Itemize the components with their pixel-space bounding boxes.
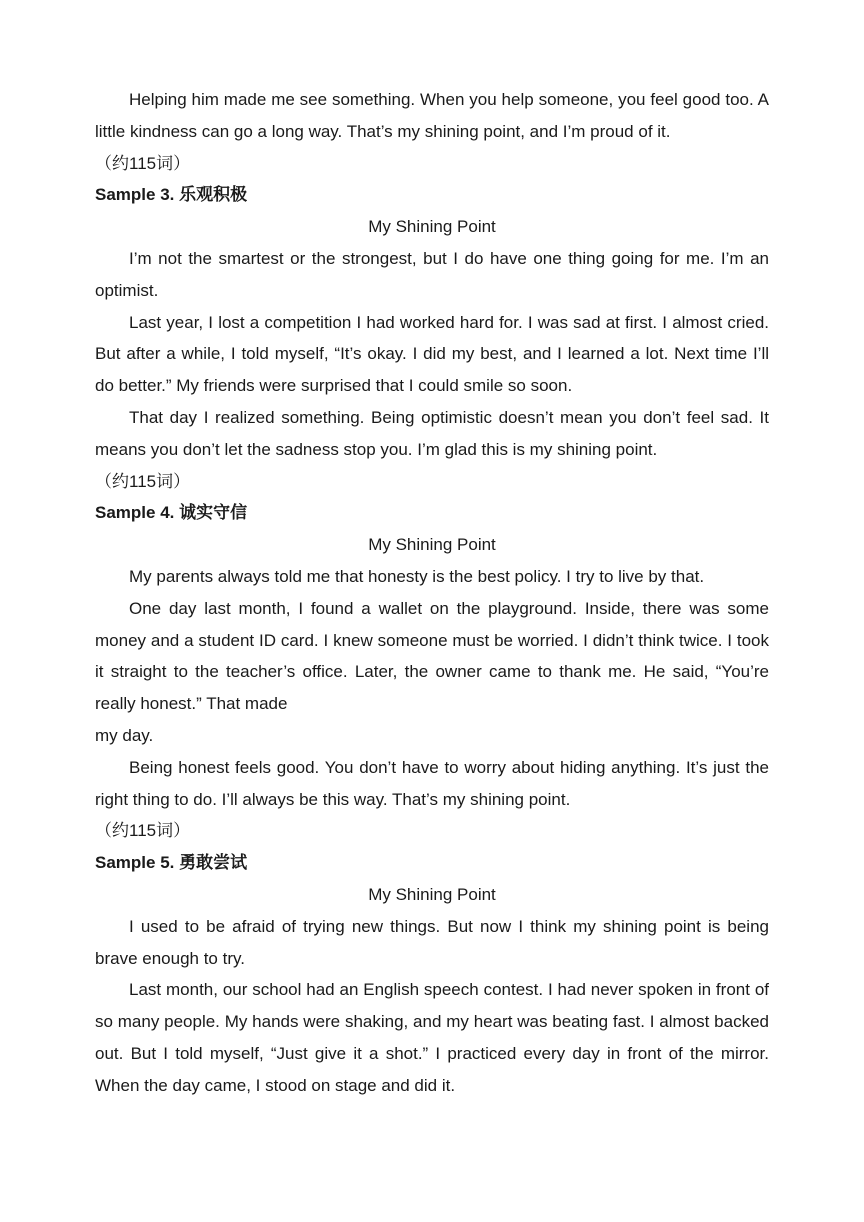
essay-title: My Shining Point	[368, 884, 496, 904]
document-page	[95, 84, 769, 1102]
paragraph: I’m not the smartest or the strongest, but I do have one thing going for me. I’m an optimist.	[95, 248, 769, 300]
sample-heading: Sample 4. 诚实守信	[95, 503, 248, 523]
paragraph-continuation: my day.	[95, 725, 154, 745]
word-count: （约115词）	[95, 471, 191, 491]
sample-heading: Sample 5. 勇敢尝试	[95, 853, 248, 873]
paragraph: One day last month, I found a wallet on the playground. Inside, there was some money and a student ID card. I knew someone must be worried. I didn’t think twice. I took it straight to the teacher’s office. Later, the owner came to thank me. He said, “You’re really honest.” That made	[95, 598, 769, 714]
paragraph: Being honest feels good. You don’t have to worry about hiding anything. It’s just the right thing to do. I’ll always be this way. That’s my shining point.	[95, 757, 769, 809]
paragraph: Last month, our school had an English speech contest. I had never spoken in front of so many people. My hands were shaking, and my heart was beating fast. I almost backed out. But I told myself, “Just give it a shot.” I practiced every day in front of the mirror. When the day came, I stood on stage and did it.	[95, 980, 769, 1095]
paragraph: Helping him made me see something. When you help someone, you feel good too. A little kindness can go a long way. That’s my shining point, and I’m proud of it.	[95, 90, 769, 141]
paragraph: I used to be afraid of trying new things. But now I think my shining point is being brave enough to try.	[95, 916, 769, 968]
essay-title: My Shining Point	[368, 535, 496, 555]
paragraph: That day I realized something. Being optimistic doesn’t mean you don’t feel sad. It means you don’t let the sadness stop you. I’m glad this is my shining point.	[95, 407, 769, 459]
paragraph: Last year, I lost a competition I had worked hard for. I was sad at first. I almost cried. But after a while, I told myself, “It’s okay. I did my best, and I learned a lot. Next time I’ll do better.” My friends were surprised that I could smile so soon.	[95, 312, 769, 396]
paragraph: My parents always told me that honesty is the best policy. I try to live by that.	[129, 566, 705, 586]
word-count: （约115词）	[95, 821, 191, 841]
sample-heading: Sample 3. 乐观积极	[95, 185, 248, 205]
word-count: （约115词）	[95, 153, 191, 173]
essay-title: My Shining Point	[368, 217, 496, 237]
